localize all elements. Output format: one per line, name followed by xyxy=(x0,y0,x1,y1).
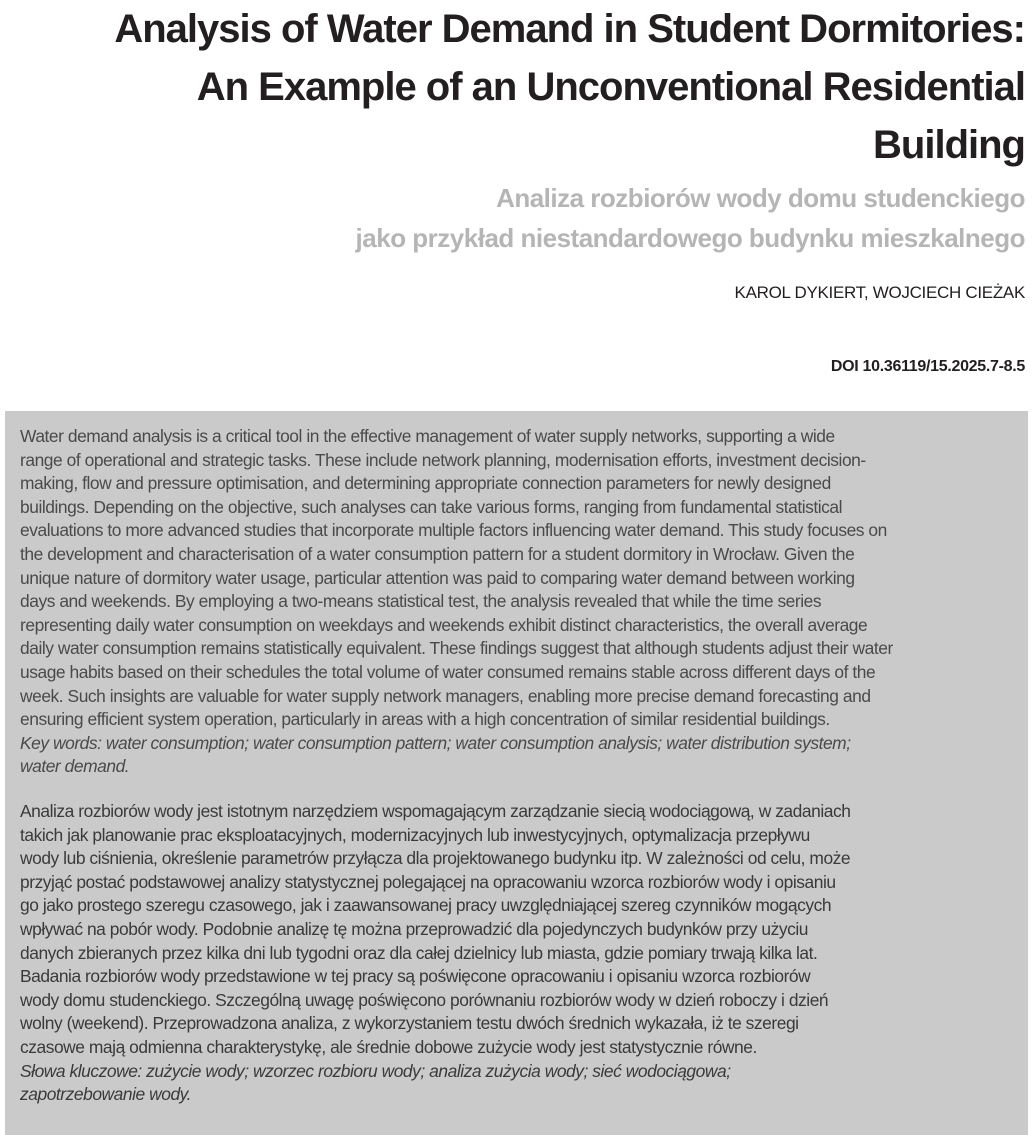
abstract-line: danych zbieranych przez kilka dni lub tygodni oraz dla całej dzielnicy lub miasta, gdzie pomiary trwają kilka lat. xyxy=(20,942,818,963)
authors: KAROL DYKIERT, WOJCIECH CIEŻAK xyxy=(734,283,1025,302)
title-line: Building xyxy=(873,123,1025,167)
subtitle-line: Analiza rozbiorów wody domu studenckiego xyxy=(496,183,1025,213)
abstract-line: buildings. Depending on the objective, such analyses can take various forms, ranging from fundamental statistical xyxy=(20,496,843,517)
paper-title xyxy=(15,0,1025,174)
abstract-box xyxy=(5,411,1028,1135)
abstract-line: wody lub ciśnienia, określenie parametrów przyłącza dla projektowanego budynku itp. W zależności od celu, może xyxy=(20,848,851,869)
keywords-line: Słowa kluczowe: zużycie wody; wzorzec rozbioru wody; analiza zużycia wody; sieć wodociągowa; xyxy=(20,1060,731,1081)
doi: DOI 10.36119/15.2025.7-8.5 xyxy=(830,358,1025,375)
subtitle-line: jako przykład niestandardowego budynku mieszkalnego xyxy=(355,223,1025,253)
abstract-line: takich jak planowanie prac eksploatacyjnych, modernizacyjnych lub inwestycyjnych, optymalizacja przepływu xyxy=(20,824,810,845)
abstract-line: evaluations to more advanced studies that incorporate multiple factors influencing water demand. This study focuses on xyxy=(20,520,887,541)
abstract-line: go jako prostego szeregu czasowego, jak i zaawansowanej pracy uwzględniającej szereg czynników mogących xyxy=(20,895,832,916)
abstract-line: przyjąć postać podstawowej analizy statystycznej polegającej na opracowaniu wzorca rozbiorów wody i opisaniu xyxy=(20,871,836,892)
abstract-line: ensuring efficient system operation, particularly in areas with a high concentration of similar residential buildings. xyxy=(20,709,830,730)
abstract-line: range of operational and strategic tasks. These include network planning, modernisation efforts, investment decision- xyxy=(20,449,866,470)
abstract-line: the development and characterisation of a water consumption pattern for a student dormitory in Wrocław. Given the xyxy=(20,543,855,564)
abstract-line: Water demand analysis is a critical tool in the effective management of water supply networks, supporting a wide xyxy=(20,426,835,446)
abstract-line: daily water consumption remains statistically equivalent. These findings suggest that although students adjust their water xyxy=(20,638,893,659)
abstract-line: usage habits based on their schedules the total volume of water consumed remains stable across different days of the xyxy=(20,661,876,682)
abstract-line: wolny (weekend). Przeprowadzona analiza, z wykorzystaniem testu dwóch średnich wykazała, iż te szeregi xyxy=(20,1013,799,1034)
abstract-line: week. Such insights are valuable for water supply network managers, enabling more precise demand forecasting and xyxy=(20,685,871,706)
keywords-line: Key words: water consumption; water consumption pattern; water consumption analysis; water distribution system; xyxy=(20,732,851,753)
keywords-line: water demand. xyxy=(20,756,130,777)
abstract-line: wpływać na pobór wody. Podobnie analizę tę można przeprowadzić dla pojedynczych budynków przy użyciu xyxy=(20,918,808,939)
abstract-polish xyxy=(20,800,1020,1107)
abstract-line: czasowe mają odmienna charakterystykę, ale średnie dobowe zużycie wody jest statystycznie równe. xyxy=(20,1036,757,1057)
abstract-line: making, flow and pressure optimisation, and determining appropriate connection parameters for newly designed xyxy=(20,473,831,494)
abstract-line: Badania rozbiorów wody przedstawione w tej pracy są poświęcone opracowaniu i opisaniu wzorca rozbiorów xyxy=(20,966,811,987)
title-line: Analysis of Water Demand in Student Dormitories: xyxy=(114,7,1025,51)
keywords-line: zapotrzebowanie wody. xyxy=(20,1084,192,1105)
abstract-english xyxy=(20,425,1020,779)
abstract-line: representing daily water consumption on weekdays and weekends exhibit distinct characteristics, the overall average xyxy=(20,614,868,635)
abstract-line: unique nature of dormitory water usage, particular attention was paid to comparing water demand between working xyxy=(20,567,855,588)
abstract-line: days and weekends. By employing a two-means statistical test, the analysis revealed that while the time series xyxy=(20,591,822,612)
abstract-line: wody domu studenckiego. Szczególną uwagę poświęcono porównaniu rozbiorów wody w dzień roboczy i dzień xyxy=(20,989,829,1010)
abstract-line: Analiza rozbiorów wody jest istotnym narzędziem wspomagającym zarządzanie siecią wodociągową, w zadaniach xyxy=(20,801,851,821)
paper-subtitle-polish xyxy=(125,178,1025,258)
title-line: An Example of an Unconventional Residential xyxy=(196,65,1025,109)
